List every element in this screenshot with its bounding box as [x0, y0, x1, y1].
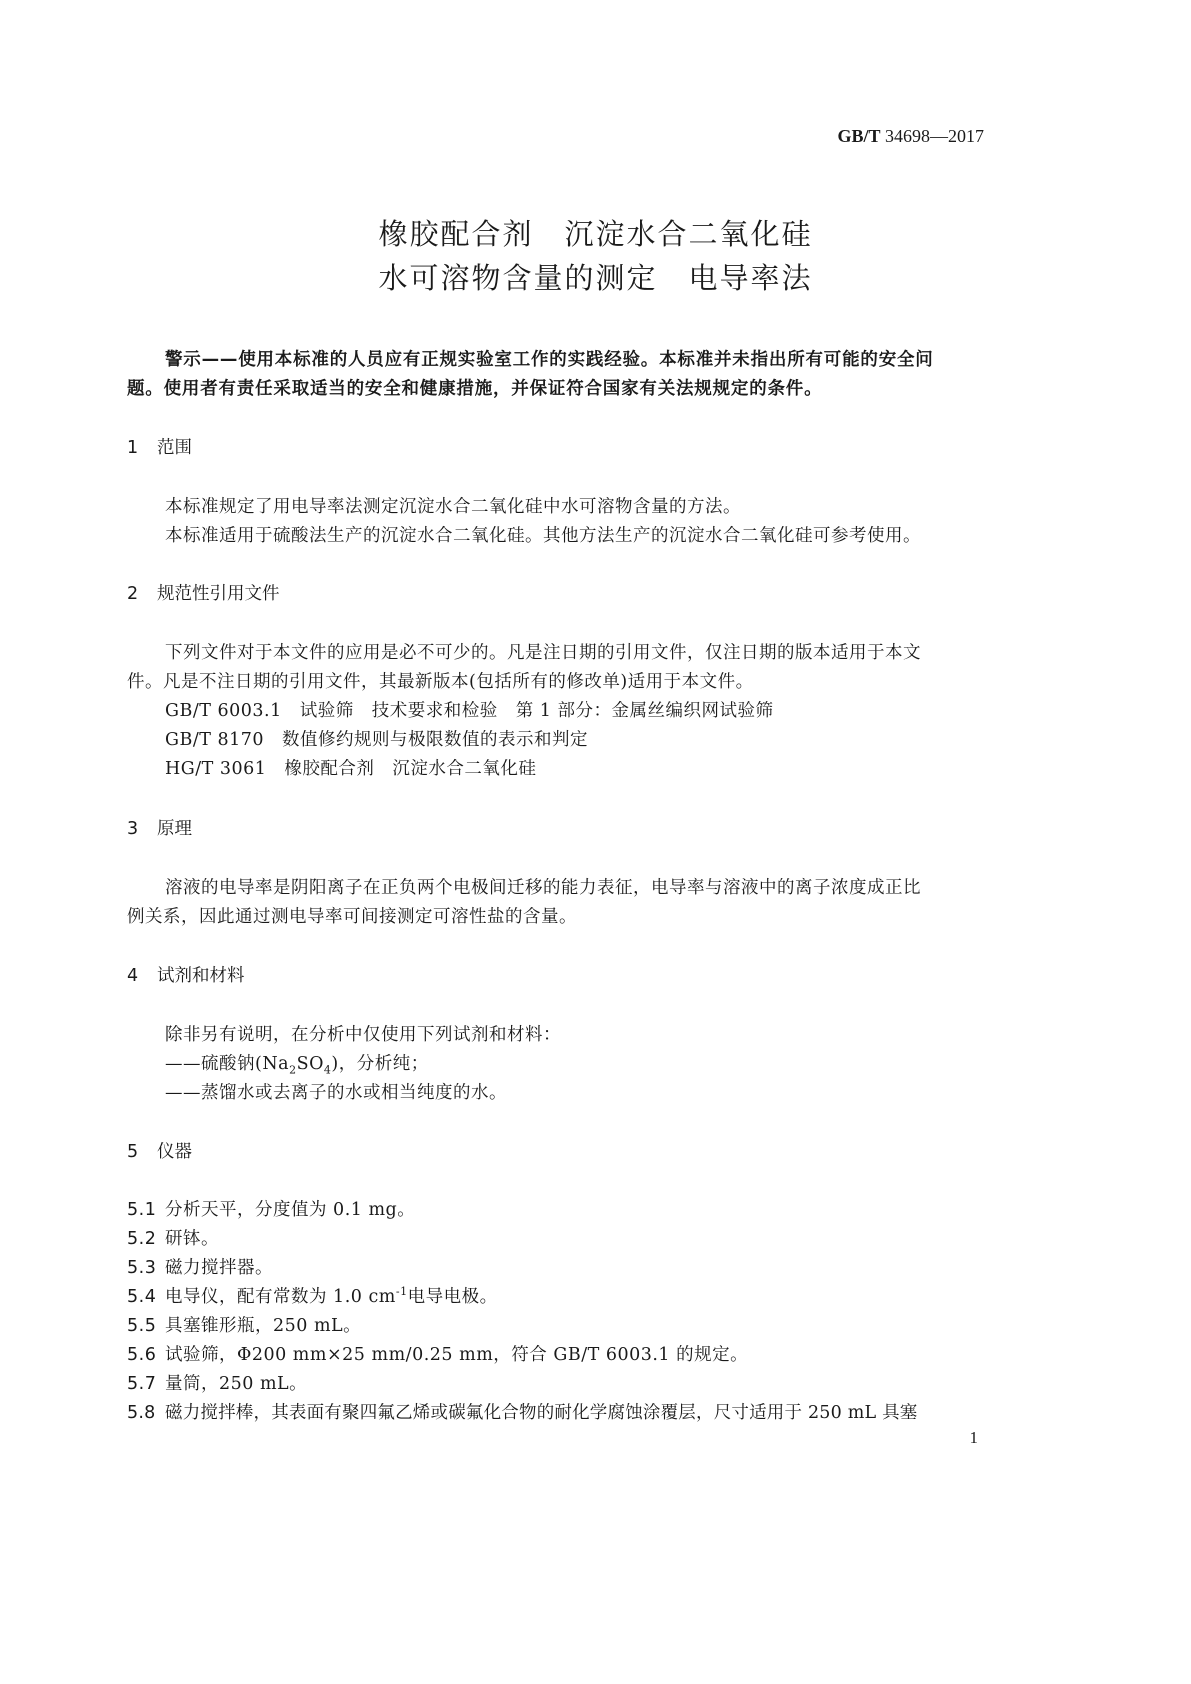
section-title: 试剂和材料	[157, 966, 245, 986]
paragraph: 例关系，因此通过测电导率可间接测定可溶性盐的含量。	[127, 907, 577, 927]
reference-item: GB/T 6003.1 试验筛 技术要求和检验 第 1 部分：金属丝编织网试验筛	[165, 701, 774, 721]
item-number: 5.7	[127, 1374, 157, 1394]
instrument-item-5-5	[127, 1312, 361, 1337]
section-number: 5	[127, 1142, 139, 1162]
superscript: -1	[395, 1285, 408, 1299]
standard-number	[837, 126, 984, 147]
item-text: 电导仪，配有常数为 1.0 cm	[165, 1287, 396, 1307]
subscript: 4	[323, 1063, 332, 1077]
item-number: 5.3	[127, 1258, 157, 1278]
paragraph: 本标准规定了用电导率法测定沉淀水合二氧化硅中水可溶物含量的方法。	[165, 497, 741, 517]
paragraph: 除非另有说明，在分析中仅使用下列试剂和材料：	[165, 1025, 561, 1045]
section-number: 4	[127, 966, 139, 986]
warning-line-2: 题。使用者有责任采取适当的安全和健康措施，并保证符合国家有关法规规定的条件。	[127, 379, 823, 399]
section-title: 仪器	[157, 1142, 192, 1162]
paragraph: 件。凡是不注日期的引用文件，其最新版本(包括所有的修改单)适用于本文件。	[127, 672, 754, 692]
list-item	[165, 1050, 429, 1077]
item-text: 具塞锥形瓶，250 mL。	[165, 1316, 362, 1336]
item-text: 磁力搅拌器。	[165, 1258, 273, 1278]
item-number: 5.2	[127, 1229, 157, 1249]
instrument-item-5-8	[127, 1399, 918, 1424]
instrument-item-5-2	[127, 1225, 219, 1250]
section-heading-1	[127, 434, 192, 459]
item-number: 5.4	[127, 1287, 157, 1307]
instrument-item-5-3	[127, 1254, 273, 1279]
section-title: 原理	[157, 819, 192, 839]
paragraph: 本标准适用于硫酸法生产的沉淀水合二氧化硅。其他方法生产的沉淀水合二氧化硅可参考使用。	[165, 526, 921, 546]
item-number: 5.5	[127, 1316, 157, 1336]
section-heading-2	[127, 580, 280, 605]
item-text: 试验筛，Φ200 mm×25 mm/0.25 mm，符合 GB/T 6003.1 的规定。	[165, 1345, 749, 1365]
item-text: 分析天平，分度值为 0.1 mg。	[165, 1200, 416, 1220]
list-text: ——硫酸钠(Na	[165, 1054, 290, 1074]
item-text: 量筒，250 mL。	[165, 1374, 308, 1394]
instrument-item-5-4	[127, 1283, 498, 1308]
item-text: 磁力搅拌棒，其表面有聚四氟乙烯或碳氟化合物的耐化学腐蚀涂覆层，尺寸适用于 250 mL 具塞	[165, 1403, 918, 1423]
reference-item: GB/T 8170 数值修约规则与极限数值的表示和判定	[165, 730, 589, 750]
standard-code: 34698—2017	[885, 126, 984, 146]
section-number: 3	[127, 819, 139, 839]
reference-item: HG/T 3061 橡胶配合剂 沉淀水合二氧化硅	[165, 759, 537, 779]
instrument-item-5-1	[127, 1196, 415, 1221]
section-heading-4	[127, 962, 245, 987]
section-number: 1	[127, 438, 139, 458]
item-number: 5.6	[127, 1345, 157, 1365]
item-number: 5.1	[127, 1200, 157, 1220]
item-text: 研钵。	[165, 1229, 219, 1249]
section-title: 规范性引用文件	[157, 584, 280, 604]
list-text: SO	[296, 1054, 324, 1074]
standard-prefix: GB/T	[837, 126, 881, 146]
section-title: 范围	[157, 438, 192, 458]
list-text: )，分析纯；	[331, 1054, 429, 1074]
paragraph: 溶液的电导率是阴阳离子在正负两个电极间迁移的能力表征，电导率与溶液中的离子浓度成正比	[165, 878, 921, 898]
subscript: 2	[289, 1063, 297, 1077]
page-title-line-2: 水可溶物含量的测定 电导率法	[378, 261, 813, 295]
list-item: ——蒸馏水或去离子的水或相当纯度的水。	[165, 1083, 507, 1103]
warning-line-1: 警示——使用本标准的人员应有正规实验室工作的实践经验。本标准并未指出所有可能的安全问	[165, 350, 934, 370]
item-number: 5.8	[127, 1403, 156, 1423]
section-heading-5	[127, 1138, 192, 1163]
instrument-item-5-7	[127, 1370, 307, 1395]
section-heading-3	[127, 815, 192, 840]
page-title-line-1: 橡胶配合剂 沉淀水合二氧化硅	[378, 217, 813, 251]
item-text: 电导电极。	[407, 1287, 498, 1307]
page-number: 1	[969, 1428, 978, 1447]
instrument-item-5-6	[127, 1341, 748, 1366]
paragraph: 下列文件对于本文件的应用是必不可少的。凡是注日期的引用文件，仅注日期的版本适用于本文	[165, 643, 921, 663]
section-number: 2	[127, 584, 139, 604]
